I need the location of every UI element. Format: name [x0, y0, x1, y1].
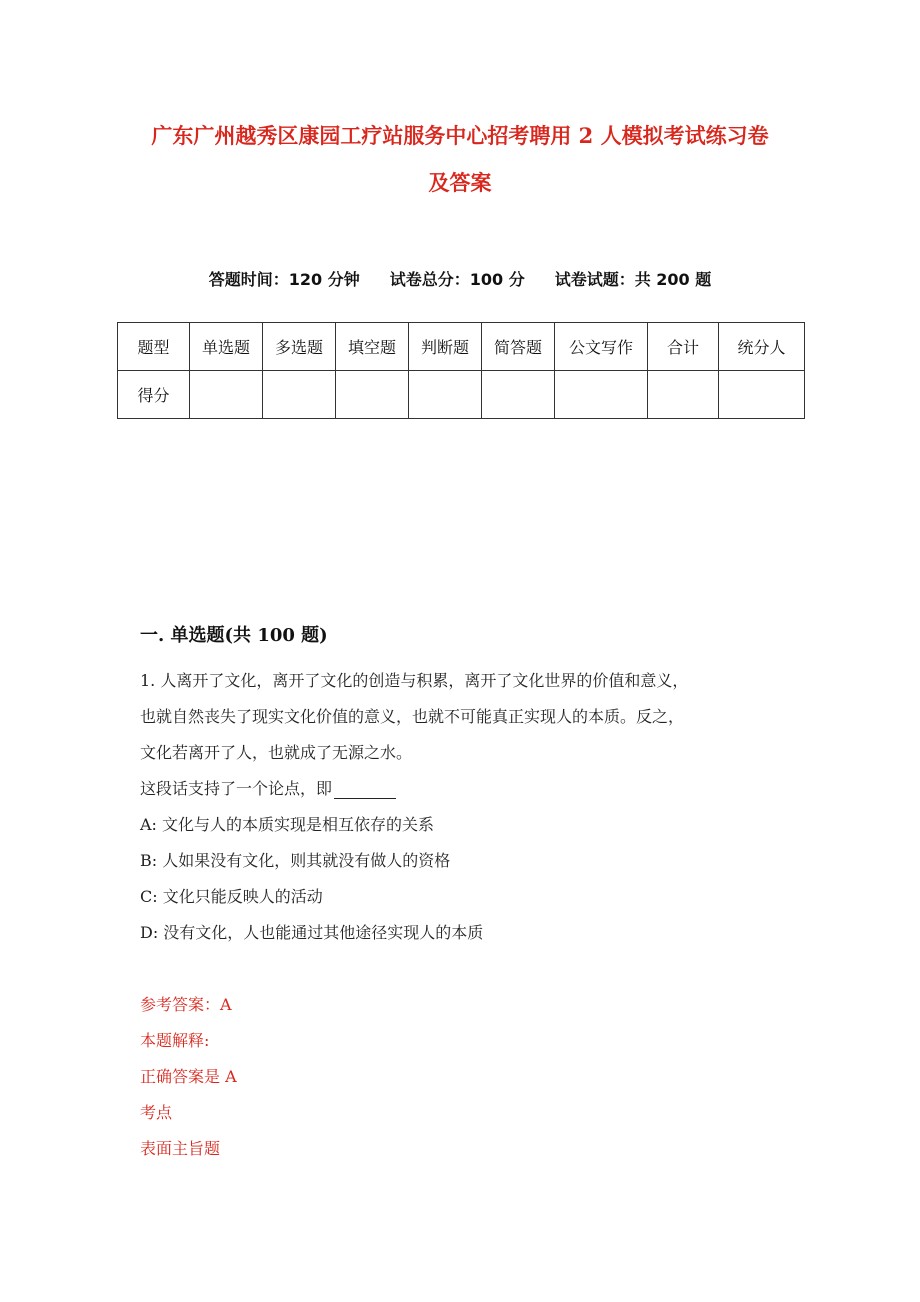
- score-header-cell: 统分人: [719, 323, 805, 371]
- score-cell: [336, 371, 409, 419]
- option-a: A: 文化与人的本质实现是相互依存的关系: [140, 815, 435, 834]
- score-header-cell: 公文写作: [555, 323, 648, 371]
- score-cell: [648, 371, 719, 419]
- score-table-score-row: [118, 371, 805, 419]
- score-header-cell: 多选题: [263, 323, 336, 371]
- question-stem-line: 也就自然丧失了现实文化价值的意义，也就不可能真正实现人的本质。反之，: [140, 707, 685, 726]
- score-cell: [190, 371, 263, 419]
- test-point-label: 考点: [140, 1103, 173, 1122]
- question-prompt-text: 这段话支持了一个论点，即: [140, 779, 333, 798]
- score-header-cell: 简答题: [482, 323, 555, 371]
- exam-meta: [0, 269, 920, 291]
- question-prompt: [140, 771, 780, 807]
- option-c: C: 文化只能反映人的活动: [140, 887, 323, 906]
- score-header-cell: 题型: [118, 323, 190, 371]
- score-table-header-row: [118, 323, 805, 371]
- score-cell: [719, 371, 805, 419]
- question-1: [140, 663, 780, 951]
- reference-answer: 参考答案：A: [140, 995, 232, 1014]
- test-point: 表面主旨题: [140, 1139, 221, 1158]
- score-header-cell: 判断题: [409, 323, 482, 371]
- question-stem-line: 文化若离开了人，也就成了无源之水。: [140, 743, 413, 762]
- score-header-cell: 填空题: [336, 323, 409, 371]
- correct-answer: 正确答案是 A: [140, 1067, 237, 1086]
- answer-block: [140, 987, 237, 1167]
- option-d: D: 没有文化，人也能通过其他途径实现人的本质: [140, 923, 484, 942]
- answer-blank: [334, 780, 396, 799]
- option-b: B: 人如果没有文化，则其就没有做人的资格: [140, 851, 451, 870]
- exam-total-score: 试卷总分：100 分: [389, 270, 525, 289]
- score-header-cell: 合计: [648, 323, 719, 371]
- exam-time: 答题时间：120 分钟: [208, 270, 360, 289]
- question-stem-line: 1. 人离开了文化，离开了文化的创造与积累，离开了文化世界的价值和意义，: [140, 671, 689, 690]
- score-header-cell: 单选题: [190, 323, 263, 371]
- section-title: 一. 单选题(共 100 题): [140, 625, 328, 646]
- score-cell: [555, 371, 648, 419]
- score-cell: [409, 371, 482, 419]
- explanation-label: 本题解释:: [140, 1031, 210, 1050]
- score-cell: [263, 371, 336, 419]
- score-cell: [482, 371, 555, 419]
- exam-question-count: 试卷试题：共 200 题: [554, 270, 712, 289]
- score-row-label: 得分: [118, 371, 190, 419]
- exam-title-line-2: 及答案: [428, 170, 492, 195]
- score-table: [117, 322, 805, 419]
- exam-title-line-1: 广东广州越秀区康园工疗站服务中心招考聘用 2 人模拟考试练习卷: [151, 123, 769, 148]
